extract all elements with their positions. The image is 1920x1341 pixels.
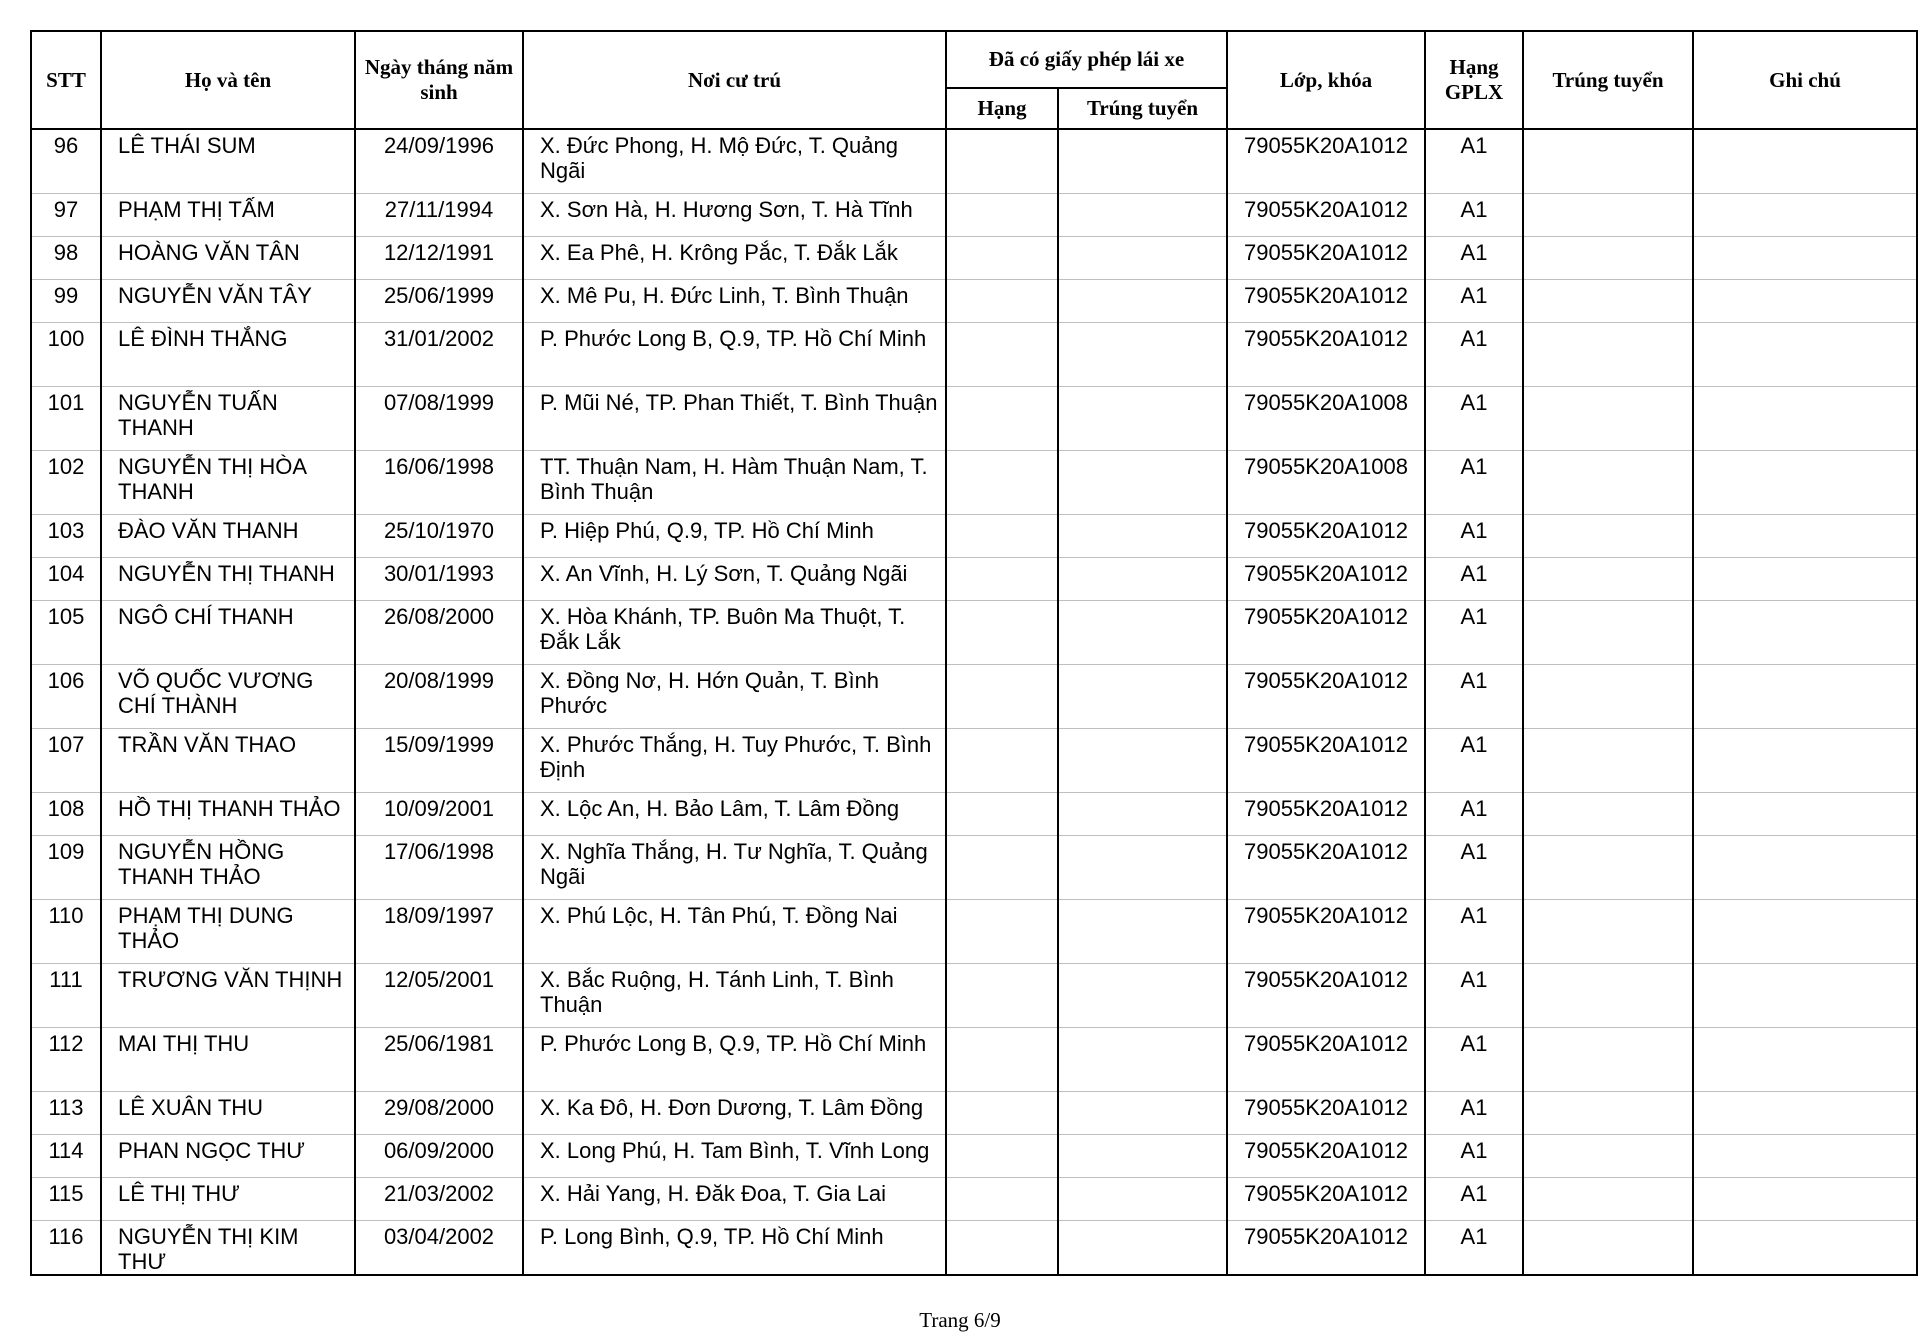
cell-stt: 100 <box>31 322 101 386</box>
cell-course: 79055K20A1012 <box>1227 1027 1425 1091</box>
cell-stt: 103 <box>31 514 101 557</box>
cell-dob: 17/06/1998 <box>355 835 523 899</box>
cell-note <box>1693 386 1917 450</box>
cell-license-class <box>946 792 1058 835</box>
cell-note <box>1693 1134 1917 1177</box>
cell-stt: 96 <box>31 129 101 193</box>
cell-gplx: A1 <box>1425 386 1523 450</box>
cell-stt: 113 <box>31 1091 101 1134</box>
cell-pass <box>1523 129 1693 193</box>
cell-license-class <box>946 193 1058 236</box>
cell-name: LÊ ĐÌNH THẮNG <box>101 322 355 386</box>
cell-license-pass <box>1058 1091 1227 1134</box>
cell-dob: 16/06/1998 <box>355 450 523 514</box>
cell-license-pass <box>1058 600 1227 664</box>
cell-dob: 06/09/2000 <box>355 1134 523 1177</box>
cell-gplx: A1 <box>1425 1177 1523 1220</box>
cell-name: PHẠM THỊ DUNG THẢO <box>101 899 355 963</box>
cell-note <box>1693 1027 1917 1091</box>
cell-gplx: A1 <box>1425 963 1523 1027</box>
cell-stt: 116 <box>31 1220 101 1275</box>
cell-pass <box>1523 728 1693 792</box>
cell-name: MAI THỊ THU <box>101 1027 355 1091</box>
cell-pass <box>1523 792 1693 835</box>
cell-course: 79055K20A1012 <box>1227 322 1425 386</box>
table-row <box>31 514 1917 557</box>
cell-pass <box>1523 193 1693 236</box>
cell-note <box>1693 514 1917 557</box>
cell-license-pass <box>1058 279 1227 322</box>
cell-license-class <box>946 279 1058 322</box>
cell-pass <box>1523 1091 1693 1134</box>
cell-address: X. Long Phú, H. Tam Bình, T. Vĩnh Long <box>523 1134 946 1177</box>
cell-name: NGUYỄN VĂN TÂY <box>101 279 355 322</box>
cell-gplx: A1 <box>1425 236 1523 279</box>
cell-license-pass <box>1058 193 1227 236</box>
cell-stt: 112 <box>31 1027 101 1091</box>
header-name: Họ và tên <box>101 31 355 129</box>
cell-dob: 07/08/1999 <box>355 386 523 450</box>
cell-course: 79055K20A1012 <box>1227 1220 1425 1275</box>
cell-license-class <box>946 322 1058 386</box>
cell-license-pass <box>1058 129 1227 193</box>
cell-note <box>1693 1220 1917 1275</box>
cell-license-pass <box>1058 899 1227 963</box>
cell-dob: 12/12/1991 <box>355 236 523 279</box>
cell-name: LÊ THỊ THƯ <box>101 1177 355 1220</box>
cell-course: 79055K20A1012 <box>1227 664 1425 728</box>
cell-name: NGUYỄN HỒNG THANH THẢO <box>101 835 355 899</box>
cell-note <box>1693 1091 1917 1134</box>
header-course: Lớp, khóa <box>1227 31 1425 129</box>
cell-name: TRẦN VĂN THAO <box>101 728 355 792</box>
cell-gplx: A1 <box>1425 322 1523 386</box>
cell-license-pass <box>1058 792 1227 835</box>
cell-pass <box>1523 963 1693 1027</box>
cell-stt: 106 <box>31 664 101 728</box>
cell-note <box>1693 728 1917 792</box>
cell-gplx: A1 <box>1425 450 1523 514</box>
cell-stt: 105 <box>31 600 101 664</box>
cell-gplx: A1 <box>1425 1091 1523 1134</box>
cell-stt: 107 <box>31 728 101 792</box>
cell-note <box>1693 792 1917 835</box>
cell-license-class <box>946 236 1058 279</box>
cell-name: ĐÀO VĂN THANH <box>101 514 355 557</box>
cell-address: X. Phú Lộc, H. Tân Phú, T. Đồng Nai <box>523 899 946 963</box>
header-address: Nơi cư trú <box>523 31 946 129</box>
cell-gplx: A1 <box>1425 600 1523 664</box>
cell-gplx: A1 <box>1425 792 1523 835</box>
cell-course: 79055K20A1012 <box>1227 728 1425 792</box>
cell-dob: 18/09/1997 <box>355 899 523 963</box>
cell-stt: 97 <box>31 193 101 236</box>
cell-license-class <box>946 963 1058 1027</box>
cell-name: HOÀNG VĂN TÂN <box>101 236 355 279</box>
cell-license-class <box>946 1177 1058 1220</box>
table-row <box>31 279 1917 322</box>
cell-pass <box>1523 664 1693 728</box>
cell-course: 79055K20A1012 <box>1227 1134 1425 1177</box>
cell-course: 79055K20A1012 <box>1227 514 1425 557</box>
cell-dob: 27/11/1994 <box>355 193 523 236</box>
cell-name: NGUYỄN THỊ KIM THƯ <box>101 1220 355 1275</box>
cell-address: X. Mê Pu, H. Đức Linh, T. Bình Thuận <box>523 279 946 322</box>
cell-course: 79055K20A1012 <box>1227 193 1425 236</box>
cell-note <box>1693 129 1917 193</box>
table-row <box>31 899 1917 963</box>
header-license-class: Hạng <box>946 88 1058 129</box>
cell-name: VÕ QUỐC VƯƠNG CHÍ THÀNH <box>101 664 355 728</box>
cell-course: 79055K20A1012 <box>1227 963 1425 1027</box>
table-row <box>31 963 1917 1027</box>
cell-license-class <box>946 835 1058 899</box>
cell-license-class <box>946 600 1058 664</box>
cell-name: PHAN NGỌC THƯ <box>101 1134 355 1177</box>
cell-stt: 111 <box>31 963 101 1027</box>
header-license-pass: Trúng tuyển <box>1058 88 1227 129</box>
table-row <box>31 236 1917 279</box>
cell-stt: 115 <box>31 1177 101 1220</box>
cell-license-pass <box>1058 1027 1227 1091</box>
cell-stt: 110 <box>31 899 101 963</box>
cell-license-class <box>946 129 1058 193</box>
cell-gplx: A1 <box>1425 279 1523 322</box>
cell-stt: 109 <box>31 835 101 899</box>
cell-address: X. An Vĩnh, H. Lý Sơn, T. Quảng Ngãi <box>523 557 946 600</box>
cell-license-pass <box>1058 1177 1227 1220</box>
cell-pass <box>1523 600 1693 664</box>
cell-course: 79055K20A1012 <box>1227 129 1425 193</box>
cell-stt: 102 <box>31 450 101 514</box>
cell-note <box>1693 664 1917 728</box>
cell-license-class <box>946 1027 1058 1091</box>
cell-address: X. Bắc Ruộng, H. Tánh Linh, T. Bình Thuận <box>523 963 946 1027</box>
cell-gplx: A1 <box>1425 1027 1523 1091</box>
cell-address: X. Hải Yang, H. Đăk Đoa, T. Gia Lai <box>523 1177 946 1220</box>
header-pass: Trúng tuyển <box>1523 31 1693 129</box>
table-row <box>31 1134 1917 1177</box>
cell-pass <box>1523 236 1693 279</box>
table-row <box>31 728 1917 792</box>
cell-stt: 98 <box>31 236 101 279</box>
cell-course: 79055K20A1012 <box>1227 792 1425 835</box>
header-note: Ghi chú <box>1693 31 1917 129</box>
cell-address: X. Sơn Hà, H. Hương Sơn, T. Hà Tĩnh <box>523 193 946 236</box>
cell-license-pass <box>1058 728 1227 792</box>
cell-dob: 15/09/1999 <box>355 728 523 792</box>
cell-gplx: A1 <box>1425 728 1523 792</box>
cell-pass <box>1523 514 1693 557</box>
cell-address: X. Hòa Khánh, TP. Buôn Ma Thuột, T. Đắk Lắk <box>523 600 946 664</box>
cell-name: HỒ THỊ THANH THẢO <box>101 792 355 835</box>
table-row <box>31 557 1917 600</box>
cell-gplx: A1 <box>1425 129 1523 193</box>
cell-pass <box>1523 1177 1693 1220</box>
table-row <box>31 193 1917 236</box>
cell-note <box>1693 600 1917 664</box>
cell-note <box>1693 279 1917 322</box>
table-row <box>31 1091 1917 1134</box>
table-row <box>31 386 1917 450</box>
cell-pass <box>1523 1220 1693 1275</box>
cell-license-class <box>946 1220 1058 1275</box>
cell-dob: 10/09/2001 <box>355 792 523 835</box>
cell-pass <box>1523 557 1693 600</box>
cell-name: NGÔ CHÍ THANH <box>101 600 355 664</box>
cell-name: TRƯƠNG VĂN THỊNH <box>101 963 355 1027</box>
cell-name: LÊ XUÂN THU <box>101 1091 355 1134</box>
cell-dob: 25/06/1981 <box>355 1027 523 1091</box>
cell-course: 79055K20A1012 <box>1227 1091 1425 1134</box>
table-row <box>31 835 1917 899</box>
cell-gplx: A1 <box>1425 664 1523 728</box>
cell-address: P. Long Bình, Q.9, TP. Hồ Chí Minh <box>523 1220 946 1275</box>
table-row <box>31 1177 1917 1220</box>
cell-address: P. Hiệp Phú, Q.9, TP. Hồ Chí Minh <box>523 514 946 557</box>
cell-pass <box>1523 835 1693 899</box>
table-row <box>31 792 1917 835</box>
cell-course: 79055K20A1012 <box>1227 279 1425 322</box>
cell-dob: 31/01/2002 <box>355 322 523 386</box>
cell-address: X. Nghĩa Thắng, H. Tư Nghĩa, T. Quảng Ngãi <box>523 835 946 899</box>
table-body <box>31 129 1917 1275</box>
cell-note <box>1693 236 1917 279</box>
cell-dob: 21/03/2002 <box>355 1177 523 1220</box>
cell-address: P. Mũi Né, TP. Phan Thiết, T. Bình Thuận <box>523 386 946 450</box>
cell-dob: 25/10/1970 <box>355 514 523 557</box>
cell-stt: 101 <box>31 386 101 450</box>
cell-license-pass <box>1058 664 1227 728</box>
cell-license-pass <box>1058 236 1227 279</box>
cell-gplx: A1 <box>1425 835 1523 899</box>
cell-pass <box>1523 279 1693 322</box>
header-license-group: Đã có giấy phép lái xe <box>946 31 1227 88</box>
cell-note <box>1693 963 1917 1027</box>
table-row <box>31 1027 1917 1091</box>
table-row <box>31 600 1917 664</box>
cell-course: 79055K20A1012 <box>1227 236 1425 279</box>
cell-license-pass <box>1058 386 1227 450</box>
cell-course: 79055K20A1012 <box>1227 557 1425 600</box>
table-row <box>31 450 1917 514</box>
cell-license-class <box>946 1091 1058 1134</box>
cell-pass <box>1523 322 1693 386</box>
cell-pass <box>1523 450 1693 514</box>
cell-name: PHẠM THỊ TẤM <box>101 193 355 236</box>
cell-dob: 12/05/2001 <box>355 963 523 1027</box>
cell-license-pass <box>1058 557 1227 600</box>
cell-license-class <box>946 450 1058 514</box>
table-row <box>31 322 1917 386</box>
cell-stt: 99 <box>31 279 101 322</box>
cell-note <box>1693 193 1917 236</box>
cell-dob: 25/06/1999 <box>355 279 523 322</box>
cell-license-pass <box>1058 963 1227 1027</box>
cell-dob: 24/09/1996 <box>355 129 523 193</box>
cell-gplx: A1 <box>1425 557 1523 600</box>
cell-gplx: A1 <box>1425 899 1523 963</box>
cell-address: TT. Thuận Nam, H. Hàm Thuận Nam, T. Bình Thuận <box>523 450 946 514</box>
cell-address: X. Phước Thắng, H. Tuy Phước, T. Bình Định <box>523 728 946 792</box>
cell-note <box>1693 450 1917 514</box>
cell-license-pass <box>1058 835 1227 899</box>
table-row <box>31 664 1917 728</box>
cell-pass <box>1523 1027 1693 1091</box>
page-number: Trang 6/9 <box>919 1308 1001 1332</box>
cell-pass <box>1523 1134 1693 1177</box>
candidate-table <box>30 30 1918 1276</box>
cell-license-class <box>946 557 1058 600</box>
header-dob: Ngày tháng năm sinh <box>355 31 523 129</box>
cell-pass <box>1523 899 1693 963</box>
cell-license-class <box>946 514 1058 557</box>
cell-license-pass <box>1058 1134 1227 1177</box>
cell-dob: 20/08/1999 <box>355 664 523 728</box>
cell-address: P. Phước Long B, Q.9, TP. Hồ Chí Minh <box>523 1027 946 1091</box>
cell-dob: 29/08/2000 <box>355 1091 523 1134</box>
cell-address: P. Phước Long B, Q.9, TP. Hồ Chí Minh <box>523 322 946 386</box>
cell-license-pass <box>1058 1220 1227 1275</box>
cell-gplx: A1 <box>1425 514 1523 557</box>
header-gplx: Hạng GPLX <box>1425 31 1523 129</box>
table-header <box>31 31 1917 129</box>
cell-course: 79055K20A1012 <box>1227 835 1425 899</box>
cell-note <box>1693 835 1917 899</box>
cell-address: X. Lộc An, H. Bảo Lâm, T. Lâm Đồng <box>523 792 946 835</box>
cell-license-class <box>946 386 1058 450</box>
cell-note <box>1693 557 1917 600</box>
cell-note <box>1693 899 1917 963</box>
cell-stt: 114 <box>31 1134 101 1177</box>
cell-course: 79055K20A1012 <box>1227 899 1425 963</box>
cell-license-class <box>946 664 1058 728</box>
cell-name: LÊ THÁI SUM <box>101 129 355 193</box>
cell-gplx: A1 <box>1425 1134 1523 1177</box>
table-row <box>31 129 1917 193</box>
cell-course: 79055K20A1012 <box>1227 1177 1425 1220</box>
header-stt: STT <box>31 31 101 129</box>
cell-stt: 104 <box>31 557 101 600</box>
table-row <box>31 1220 1917 1275</box>
cell-address: X. Ea Phê, H. Krông Pắc, T. Đắk Lắk <box>523 236 946 279</box>
cell-note <box>1693 322 1917 386</box>
cell-license-pass <box>1058 322 1227 386</box>
cell-dob: 30/01/1993 <box>355 557 523 600</box>
cell-name: NGUYỄN THỊ THANH <box>101 557 355 600</box>
cell-address: X. Đồng Nơ, H. Hớn Quản, T. Bình Phước <box>523 664 946 728</box>
cell-gplx: A1 <box>1425 1220 1523 1275</box>
cell-stt: 108 <box>31 792 101 835</box>
cell-name: NGUYỄN TUẤN THANH <box>101 386 355 450</box>
cell-course: 79055K20A1012 <box>1227 600 1425 664</box>
cell-license-pass <box>1058 450 1227 514</box>
cell-pass <box>1523 386 1693 450</box>
cell-name: NGUYỄN THỊ HÒA THANH <box>101 450 355 514</box>
cell-course: 79055K20A1008 <box>1227 386 1425 450</box>
cell-dob: 26/08/2000 <box>355 600 523 664</box>
cell-license-class <box>946 899 1058 963</box>
cell-address: X. Ka Đô, H. Đơn Dương, T. Lâm Đồng <box>523 1091 946 1134</box>
cell-gplx: A1 <box>1425 193 1523 236</box>
cell-license-class <box>946 728 1058 792</box>
cell-dob: 03/04/2002 <box>355 1220 523 1275</box>
cell-address: X. Đức Phong, H. Mộ Đức, T. Quảng Ngãi <box>523 129 946 193</box>
cell-note <box>1693 1177 1917 1220</box>
cell-license-pass <box>1058 514 1227 557</box>
cell-license-class <box>946 1134 1058 1177</box>
cell-course: 79055K20A1008 <box>1227 450 1425 514</box>
